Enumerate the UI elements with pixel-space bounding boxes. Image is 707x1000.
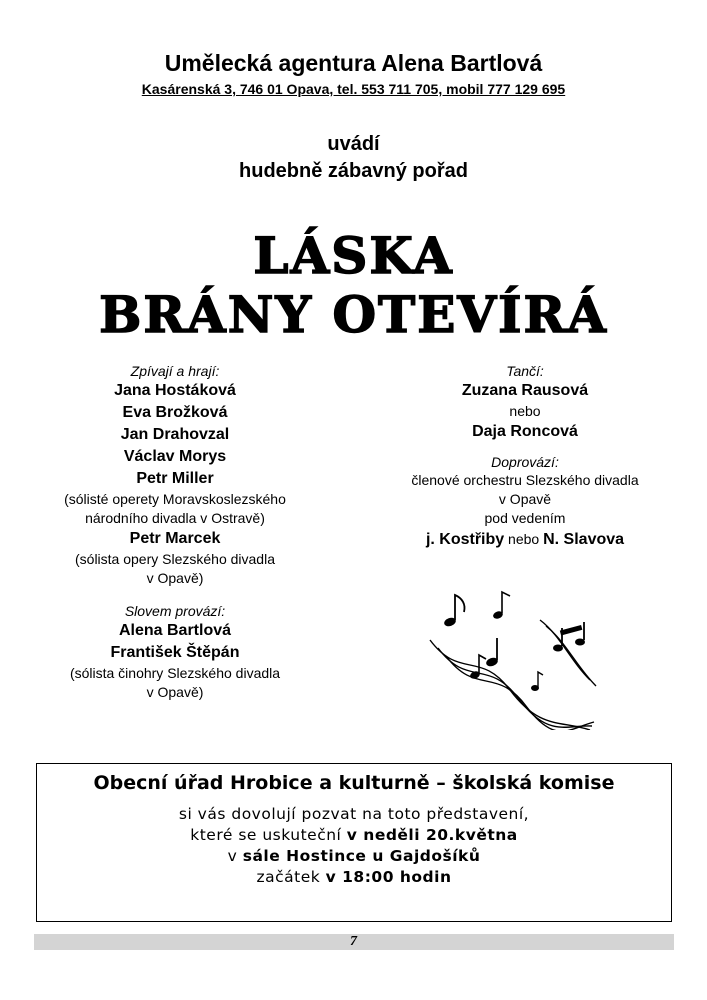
- performer-name: Václav Morys: [123, 448, 227, 465]
- left-column: [25, 362, 325, 702]
- accompaniment-text: v Opavě: [498, 491, 552, 507]
- performer-name: Petr Marcek: [129, 530, 221, 547]
- time-prefix: začátek: [256, 868, 326, 886]
- invitation-line: [37, 867, 671, 888]
- right-column: [375, 362, 675, 551]
- or-text: nebo: [509, 403, 541, 419]
- role-narrators: Slovem provází:: [124, 603, 226, 619]
- conductors: [375, 528, 675, 551]
- performer-note: (sólista činohry Slezského divadla: [69, 665, 281, 681]
- conductor-or: nebo: [504, 531, 544, 547]
- accompaniment-text: členové orchestru Slezského divadla: [411, 472, 639, 488]
- performer-name: Alena Bartlová: [118, 622, 232, 639]
- performer-note: (sólisté operety Moravskoslezského: [64, 491, 286, 507]
- page-number: 7: [350, 934, 357, 949]
- performer-name: Jan Drahovzal: [120, 426, 230, 443]
- performer-name: František Štěpán: [110, 644, 240, 661]
- date-prefix: které se uskuteční: [190, 826, 347, 844]
- conductor-name: j. Kostřiby: [425, 531, 505, 548]
- performer-name: Eva Brožková: [122, 404, 228, 421]
- performer-note: (sólista opery Slezského divadla: [75, 551, 275, 567]
- conductor-name: N. Slavova: [543, 531, 625, 548]
- invitation-line: si vás dovolují pozvat na toto představení,: [178, 805, 530, 823]
- title-line-2: BRÁNY OTEVÍRÁ: [99, 285, 608, 344]
- presents-text: uvádí: [327, 133, 380, 155]
- title-line-1: LÁSKA: [253, 226, 454, 285]
- dancer-name: Daja Roncová: [472, 423, 578, 440]
- music-notes-icon: [420, 580, 600, 730]
- dancer-name: Zuzana Rausová: [461, 382, 589, 399]
- invitation-line: [37, 846, 671, 867]
- invitation-box: [36, 763, 672, 922]
- invitation-line: [37, 825, 671, 846]
- event-date: v neděli 20.května: [346, 826, 518, 844]
- role-dancers: Tančí:: [506, 363, 544, 379]
- role-accompaniment: Doprovází:: [491, 454, 559, 470]
- performer-name: Petr Miller: [136, 470, 214, 487]
- venue-prefix: v: [227, 847, 243, 865]
- show-type: hudebně zábavný pořad: [239, 160, 468, 182]
- event-time: v 18:00 hodin: [325, 868, 452, 886]
- agency-name: Umělecká agentura Alena Bartlová: [164, 50, 543, 76]
- performer-name: Jana Hostáková: [114, 382, 236, 399]
- role-singers: Zpívají a hrají:: [130, 363, 220, 379]
- event-venue: sále Hostince u Gajdošíků: [242, 847, 481, 865]
- performer-note: národního divadla v Ostravě): [85, 510, 265, 526]
- invitation-text: [37, 804, 671, 888]
- performer-note: v Opavě): [146, 570, 204, 586]
- agency-address: Kasárenská 3, 746 01 Opava, tel. 553 711 705, mobil 777 129 695: [141, 81, 566, 97]
- invitation-title: Obecní úřad Hrobice a kulturně – školská komise: [93, 772, 615, 794]
- performer-note: v Opavě): [146, 684, 204, 700]
- accompaniment-text: pod vedením: [484, 510, 566, 526]
